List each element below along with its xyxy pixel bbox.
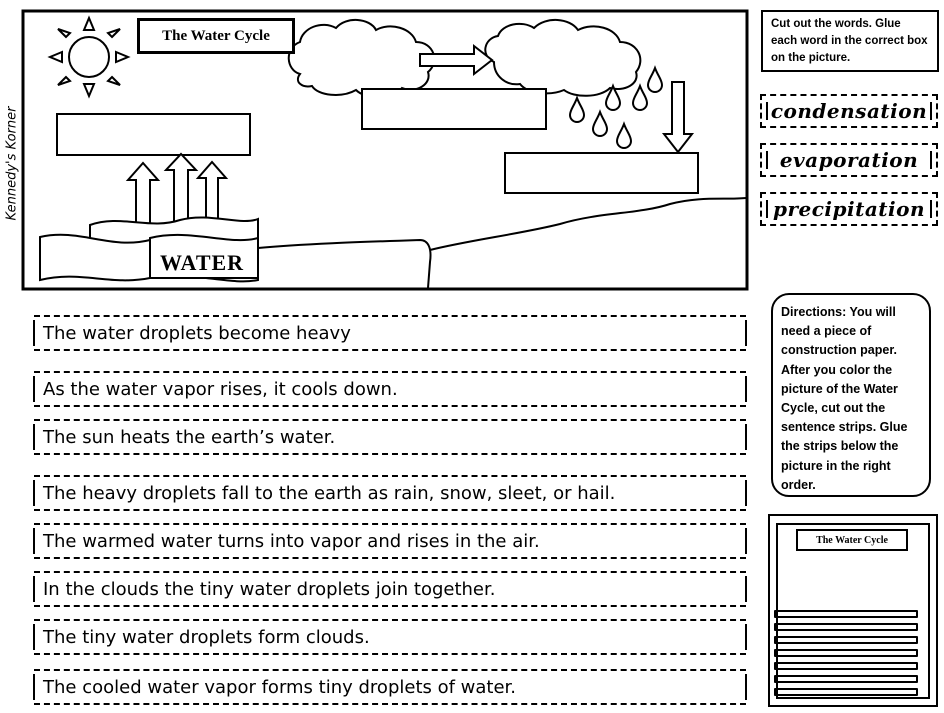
land-hill: [258, 198, 746, 288]
arrow-up-icon: [128, 154, 226, 226]
label-box-condensation[interactable]: [362, 89, 546, 129]
word-card-label: evaporation: [779, 148, 919, 172]
example-strip-line: [774, 636, 918, 644]
sun-icon: [50, 18, 128, 96]
example-page-thumbnail: [768, 514, 938, 707]
label-box-evaporation[interactable]: [57, 114, 250, 155]
directions-box: Directions: You will need a piece of construction paper. After you color the picture of the Water Cycle, cut out the sentence strips. Glue the strips below the picture in the right order.: [771, 293, 931, 497]
word-card-evaporation[interactable]: [760, 143, 938, 177]
example-strip-line: [774, 675, 918, 683]
sentence-strip[interactable]: [34, 315, 746, 351]
word-card-label: condensation: [770, 99, 928, 123]
example-strip-line: [774, 610, 918, 618]
sentence-strip-text: In the clouds the tiny water droplets join together.: [43, 578, 496, 600]
sentence-strip[interactable]: [34, 475, 746, 511]
sentence-strip[interactable]: [34, 523, 746, 559]
example-strip-line: [774, 623, 918, 631]
sentence-strip-text: The water droplets become heavy: [43, 322, 351, 344]
example-strip-line: [774, 688, 918, 696]
word-card-condensation[interactable]: [760, 94, 938, 128]
label-box-precipitation[interactable]: [505, 153, 698, 193]
diagram-title: The Water Cycle: [137, 18, 295, 54]
sentence-strip[interactable]: [34, 371, 746, 407]
credit-text: Kennedy's Korner: [4, 106, 20, 221]
sentence-strip-text: The warmed water turns into vapor and rises in the air.: [43, 530, 540, 552]
arrow-down-icon: [664, 82, 692, 152]
sentence-strip[interactable]: [34, 571, 746, 607]
sentence-strip-text: The cooled water vapor forms tiny droplets of water.: [43, 676, 517, 698]
sentence-strip[interactable]: [34, 669, 746, 705]
cloud-icon: [485, 20, 640, 96]
word-card-precipitation[interactable]: [760, 192, 938, 226]
sentence-strip-text: The sun heats the earth’s water.: [43, 426, 336, 448]
sentence-strip-text: The heavy droplets fall to the earth as rain, snow, sleet, or hail.: [43, 482, 616, 504]
example-strip-line: [774, 649, 918, 657]
sentence-strip[interactable]: [34, 419, 746, 455]
word-card-label: precipitation: [772, 197, 926, 221]
cut-out-instructions: Cut out the words. Glue each word in the correct box on the picture.: [761, 10, 939, 72]
water-label: WATER: [160, 250, 245, 275]
sentence-strip-text: As the water vapor rises, it cools down.: [43, 378, 398, 400]
sentence-strip[interactable]: [34, 619, 746, 655]
cloud-icon: [289, 20, 435, 97]
example-page-title: The Water Cycle: [796, 529, 908, 551]
sentence-strip-text: The tiny water droplets form clouds.: [43, 626, 370, 648]
example-strip-line: [774, 662, 918, 670]
